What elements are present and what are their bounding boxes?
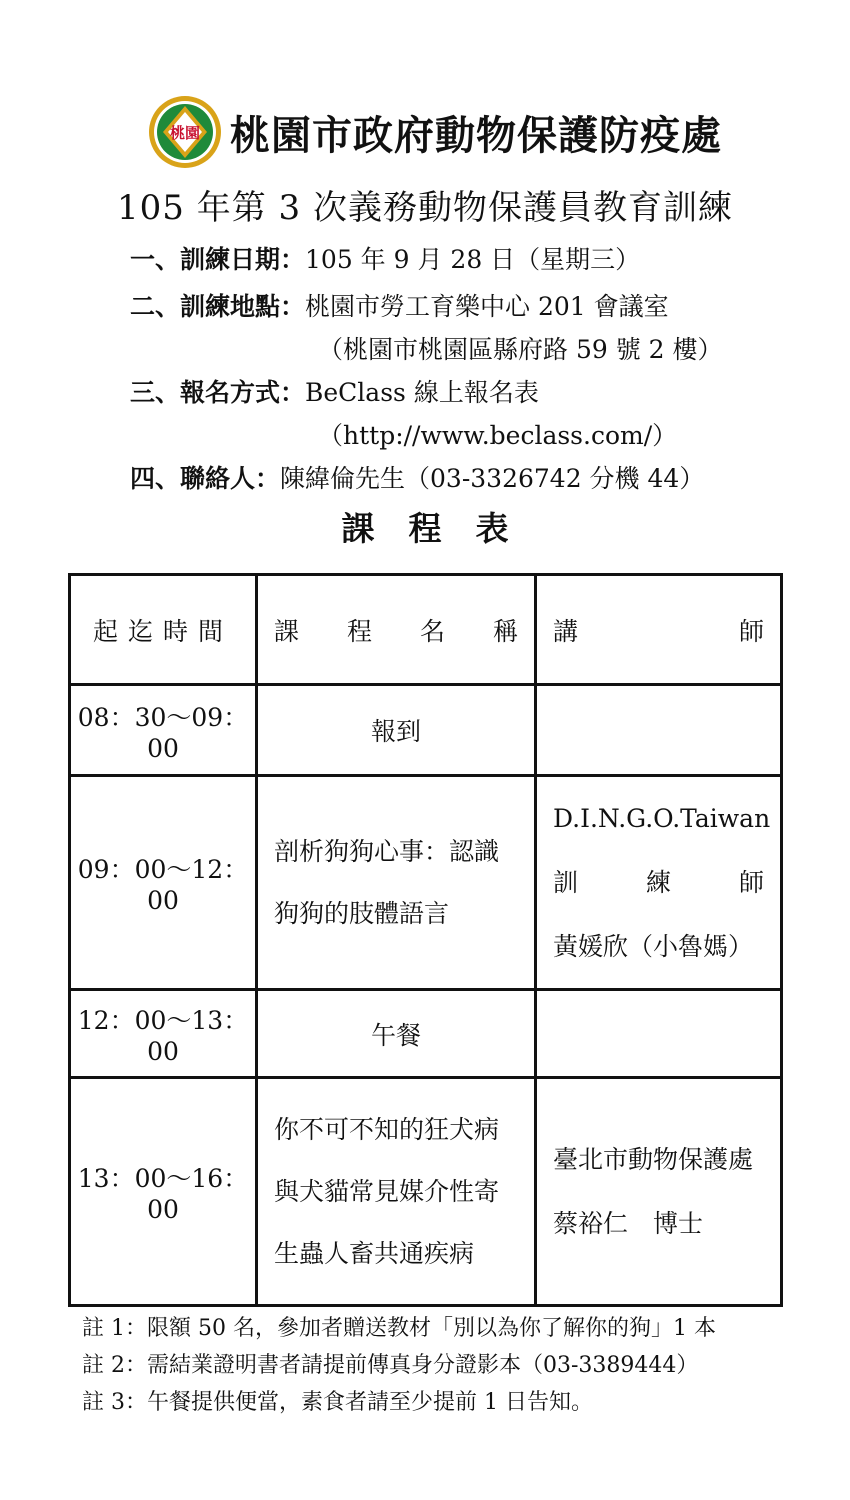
lecturer-line: 黃媛欣（小魯媽）: [553, 931, 754, 961]
lecturer-line: 臺北市動物保護處: [553, 1144, 754, 1174]
course-line: 剖析狗狗心事：認識: [274, 836, 500, 866]
lecturer-cell: [536, 685, 782, 776]
lecturer-cell: [536, 990, 782, 1078]
lecturer-line: 蔡裕仁 博士: [553, 1208, 704, 1238]
header-course-char: 課: [274, 616, 300, 646]
info-label: 四、聯絡人：: [130, 464, 281, 493]
info-value: 桃園市勞工育樂中心 201 會議室: [305, 292, 669, 321]
schedule-title: 課程表: [341, 509, 543, 548]
info-line-contact: [130, 459, 704, 495]
info-label: 二、訓練地點：: [130, 292, 306, 321]
info-venue-address: （桃園市桃園區縣府路 59 號 2 樓）: [318, 335, 723, 364]
info-line-venue: [130, 287, 669, 323]
table-row: [70, 776, 782, 990]
time-cell: 13：00～16：00: [70, 1078, 257, 1306]
table-row: [70, 990, 782, 1078]
header-course-char: 程: [346, 616, 372, 646]
course-line: 與犬貓常見媒介性寄: [274, 1176, 500, 1206]
header: [148, 92, 722, 172]
lecturer-cell: [536, 1078, 782, 1306]
lecturer-title: [553, 851, 764, 915]
table-header-row: [70, 575, 782, 685]
lecturer-title-char: 訓: [553, 867, 579, 897]
course-line: 狗狗的肢體語言: [274, 898, 450, 928]
course-cell: 午餐: [257, 990, 536, 1078]
logo-text: 桃園: [169, 123, 200, 142]
header-course: [257, 575, 536, 685]
info-registration-url[interactable]: （http://www.beclass.com/）: [318, 421, 678, 450]
info-line-registration: [130, 373, 539, 409]
header-lecturer-char: 講: [553, 616, 579, 646]
header-time: 起迄時間: [70, 575, 257, 685]
government-seal-logo: [148, 95, 222, 169]
table-row: [70, 1078, 782, 1306]
note-item: 註 2：需結業證明書者請提前傳真身分證影本（03-3389444）: [82, 1353, 699, 1378]
lecturer-title-char: 練: [645, 867, 671, 897]
organization-name: 桃園市政府動物保護防疫處: [230, 112, 722, 159]
info-label: 三、報名方式：: [130, 378, 306, 407]
course-cell: [257, 1078, 536, 1306]
document-title: 105 年第 3 次義務動物保護員教育訓練: [117, 188, 733, 228]
lecturer-line: D.I.N.G.O.Taiwan: [553, 803, 771, 833]
header-course-char: 稱: [492, 616, 518, 646]
notes: [82, 1310, 716, 1421]
table-row: [70, 685, 782, 776]
time-cell: 12：00～13：00: [70, 990, 257, 1078]
info-label: 一、訓練日期：: [130, 245, 306, 274]
lecturer-title-char: 師: [738, 867, 764, 897]
header-lecturer: [536, 575, 782, 685]
time-cell: 08：30～09：00: [70, 685, 257, 776]
course-line: 你不可不知的狂犬病: [274, 1114, 500, 1144]
lecturer-cell: [536, 776, 782, 990]
course-cell: 報到: [257, 685, 536, 776]
info-value: 陳緯倫先生（03-3326742 分機 44）: [280, 464, 705, 493]
time-cell: 09：00～12：00: [70, 776, 257, 990]
note-item: 註 1：限額 50 名，參加者贈送教材「別以為你了解你的狗」1 本: [82, 1316, 716, 1341]
header-lecturer-char: 師: [738, 616, 764, 646]
info-line-date: [130, 240, 640, 276]
info-value: 105 年 9 月 28 日（星期三）: [305, 245, 641, 274]
header-course-char: 名: [419, 616, 445, 646]
schedule-table: [68, 573, 783, 1307]
info-value: BeClass 線上報名表: [305, 378, 539, 407]
course-cell: [257, 776, 536, 990]
note-item: 註 3：午餐提供便當，素食者請至少提前 1 日告知。: [82, 1390, 593, 1415]
course-line: 生蟲人畜共通疾病: [274, 1238, 475, 1268]
